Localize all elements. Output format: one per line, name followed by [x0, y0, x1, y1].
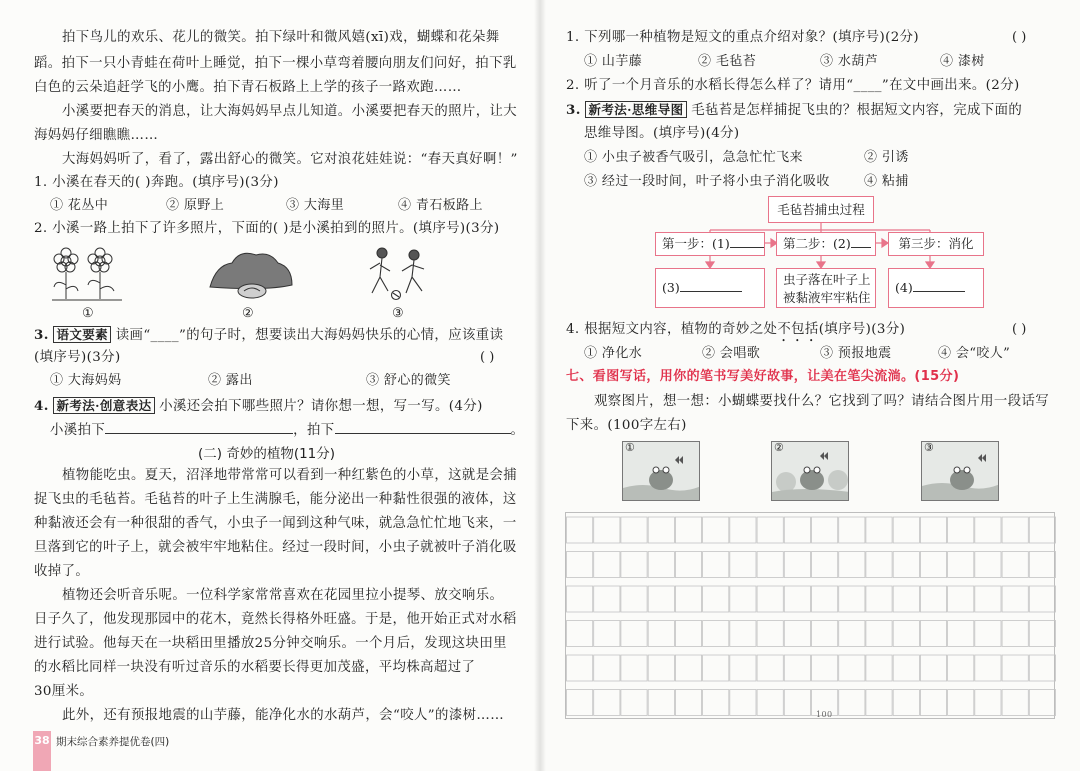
grid-cell: [648, 690, 674, 716]
left-q4-fill-line: 小溪拍下 ，拍下 。: [50, 420, 524, 441]
grid-cell: [621, 586, 647, 612]
mindmap-step3: 第三步：消化: [888, 232, 984, 256]
passage1-line2: 蹈。拍下一只小青蛙在荷叶上睡觉，拍下一棵小草弯着腰向朋友们问好，拍下乳: [34, 56, 517, 71]
grid-cell: [866, 552, 892, 578]
grid-cell: [1029, 586, 1055, 612]
left-q3-option-2: ② 露出: [208, 373, 253, 388]
grid-cell: [703, 621, 729, 647]
grid-cell: [812, 552, 838, 578]
rock-icon: [206, 245, 296, 303]
passage2-line9: 的水稻比同样一块没有听过音乐的水稻要长得更加茂盛，平均株高超过了: [34, 660, 476, 675]
picture-label-1: ①: [82, 306, 95, 321]
grid-cell: [1002, 586, 1028, 612]
left-q1-option-4: ④ 青石板路上: [398, 198, 483, 213]
grid-cell: [1029, 621, 1055, 647]
left-q3-line2: (填序号)(3分): [34, 350, 121, 365]
grid-cell: [866, 621, 892, 647]
grid-cell: [675, 552, 701, 578]
passage2-line5: 收掉了。: [34, 564, 90, 579]
grid-cell: [703, 690, 729, 716]
grid-cell: [621, 517, 647, 543]
right-q4-option-2: ② 会唱歌: [702, 346, 761, 361]
grid-cell: [648, 621, 674, 647]
flowers-icon: [48, 245, 126, 303]
tag-yuwen-yaosu: 语文要素: [53, 326, 111, 343]
grid-cell: [594, 655, 620, 681]
grid-cell: [975, 690, 1001, 716]
grid-cell: [675, 621, 701, 647]
grid-cell: [812, 586, 838, 612]
q4-blank-1[interactable]: [105, 420, 293, 434]
grid-cell: [839, 552, 865, 578]
grid-cell: [1002, 517, 1028, 543]
passage2-line6: 植物还会听音乐呢。一位科学家常常喜欢在花园里拉小提琴、放交响乐。: [62, 588, 504, 603]
grid-cell: [567, 655, 593, 681]
grid-cell: [784, 690, 810, 716]
grid-cell: [920, 655, 946, 681]
grid-cell: [594, 517, 620, 543]
right-q3-option-3: ③ 经过一段时间，叶子将小虫子消化吸收: [584, 174, 830, 189]
grid-cell: [621, 690, 647, 716]
passage2-line3: 种黏液还会有一种很甜的香气，小虫子一闻到这种气味，就急急忙忙地飞来，一: [34, 516, 517, 531]
grid-cell: [675, 517, 701, 543]
grid-cell: [730, 655, 756, 681]
page-gutter: [534, 0, 546, 771]
right-q3-option-4: ④ 粘捕: [864, 174, 909, 189]
passage2-line2: 捉飞虫的毛毡苔。毛毡苔的叶子上生满腺毛，能分泌出一种黏性很强的液体，这: [34, 492, 517, 507]
section2-title: (二) 奇妙的植物(11分): [198, 446, 336, 462]
grid-cell: [920, 621, 946, 647]
mindmap-title: 毛毡苔捕虫过程: [768, 196, 874, 223]
grid-cell: [757, 621, 783, 647]
grid-cell: [621, 621, 647, 647]
grid-cell: [839, 586, 865, 612]
mindmap-step2: 第二步：(2): [776, 232, 876, 256]
grid-cell: [866, 655, 892, 681]
passage2-line8: 进行试验。他每天在一块稻田里播放25分钟交响乐。一个月后，发现这块田里: [34, 636, 507, 651]
grid-cell: [621, 552, 647, 578]
grid-cell: [1029, 552, 1055, 578]
grid-cell: [784, 621, 810, 647]
grid-cell: [866, 586, 892, 612]
passage2-line11: 此外，还有预报地震的山芋藤，能净化水的水葫芦，会“咬人”的漆树……: [62, 708, 504, 723]
grid-cell: [594, 690, 620, 716]
grid-cell: [839, 690, 865, 716]
grid-cell: [1029, 690, 1055, 716]
grid-cell: [648, 552, 674, 578]
picture-label-3: ③: [392, 306, 405, 321]
grid-cell: [1029, 655, 1055, 681]
mindmap-step1: 第一步：(1): [655, 232, 765, 256]
mindmap-blank-3[interactable]: [680, 280, 742, 292]
grid-cell: [839, 621, 865, 647]
grid-cell: [948, 586, 974, 612]
grid-word-count-mark: 100: [816, 710, 833, 719]
grid-cell: [893, 655, 919, 681]
left-q1-option-3: ③ 大海里: [286, 198, 345, 213]
grid-cell: [703, 552, 729, 578]
grid-cell: [757, 690, 783, 716]
right-q4-option-4: ④ 会“咬人”: [938, 346, 1011, 361]
grid-cell: [948, 621, 974, 647]
grid-cell: [893, 621, 919, 647]
right-q1-option-3: ③ 水葫芦: [820, 54, 879, 69]
grid-cell: [784, 552, 810, 578]
left-q1-option-2: ② 原野上: [166, 198, 225, 213]
grid-cell: [757, 552, 783, 578]
grid-cell: [757, 517, 783, 543]
grid-cell: [784, 655, 810, 681]
right-q3-option-1: ① 小虫子被香气吸引，急急忙忙飞来: [584, 150, 803, 165]
grid-cell: [648, 517, 674, 543]
passage1-line5: 海妈妈仔细瞧瞧……: [34, 128, 159, 143]
grid-cell: [784, 586, 810, 612]
section7-title: 七、看图写话，用你的笔书写美好故事，让美在笔尖流淌。(15分): [566, 369, 960, 384]
mindmap-box-4: (4): [888, 268, 984, 308]
grid-cell: [1029, 517, 1055, 543]
grid-cell: [567, 690, 593, 716]
left-q1-option-1: ① 花丛中: [50, 198, 109, 213]
grid-cell: [594, 621, 620, 647]
grid-cell: [948, 655, 974, 681]
grid-cell: [920, 552, 946, 578]
grid-cell: [948, 690, 974, 716]
mindmap-box-3: (3): [655, 268, 765, 308]
grid-cell: [975, 517, 1001, 543]
right-q1-answer-paren[interactable]: ( ): [1012, 30, 1027, 45]
grid-cell: [703, 586, 729, 612]
mindmap-box-middle: 虫子落在叶子上 被黏液牢牢粘住: [776, 268, 876, 308]
left-q3-option-1: ① 大海妈妈: [50, 373, 122, 388]
grid-cell: [648, 586, 674, 612]
kids-playing-icon: [362, 243, 436, 305]
grid-cell: [866, 690, 892, 716]
grid-cell: [730, 621, 756, 647]
grid-cell: [730, 517, 756, 543]
right-q4-option-3: ③ 预报地震: [820, 346, 892, 361]
grid-cell: [920, 517, 946, 543]
q4-blank-2[interactable]: [335, 420, 511, 434]
story-picture-label-1: ①: [625, 441, 636, 454]
passage2-line7: 日子久了，他发现那园中的花木，竟然长得格外旺盛。于是，他开始正式对水稻: [34, 612, 517, 627]
left-q3-option-3: ③ 舒心的微笑: [366, 373, 451, 388]
right-question-4: 4. 根据短文内容，植物的奇妙之处不包括(填序号)(3分): [566, 322, 906, 337]
writing-grid-lines: [566, 513, 1056, 720]
grid-cell: [920, 586, 946, 612]
mindmap-blank-1[interactable]: [730, 236, 764, 248]
grid-cell: [594, 586, 620, 612]
writing-prompt-line2: 下来。(100字左右): [566, 418, 687, 433]
passage2-line10: 30厘米。: [34, 684, 94, 699]
right-q3-option-2: ② 引诱: [864, 150, 909, 165]
page-number: 38: [34, 734, 50, 747]
grid-cell: [920, 690, 946, 716]
grid-cell: [757, 586, 783, 612]
grid-cell: [975, 655, 1001, 681]
grid-cell: [703, 655, 729, 681]
passage1-line3: 白色的云朵追赶学飞的小鹰。拍下青石板路上上学的孩子一路欢跑……: [34, 80, 462, 95]
story-picture-label-3: ③: [924, 441, 935, 454]
grid-cell: [703, 517, 729, 543]
grid-cell: [567, 517, 593, 543]
grid-cell: [621, 655, 647, 681]
story-picture-label-2: ②: [774, 441, 785, 454]
grid-cell: [1002, 655, 1028, 681]
grid-cell: [1002, 552, 1028, 578]
grid-cell: [893, 552, 919, 578]
grid-cell: [594, 552, 620, 578]
grid-cell: [784, 517, 810, 543]
grid-cell: [975, 621, 1001, 647]
tag-mind-map: 新考法·思维导图: [585, 101, 686, 118]
grid-cell: [975, 586, 1001, 612]
passage1-line1: 拍下鸟儿的欢乐、花儿的微笑。拍下绿叶和微风嬉(xī)戏，蝴蝶和花朵舞: [62, 30, 500, 45]
right-question-1: 1. 下列哪一种植物是短文的重点介绍对象？(填序号)(2分): [566, 30, 920, 45]
left-question-2: 2. 小溪一路上拍下了许多照片，下面的( )是小溪拍到的照片。(填序号)(3分): [34, 221, 500, 236]
passage1-line4: 小溪要把春天的消息，让大海妈妈早点儿知道。小溪要把春天的照片，让大: [62, 104, 518, 119]
grid-cell: [730, 690, 756, 716]
left-question-3: 3. 语文要素 读画“____”的句子时，想要读出大海妈妈快乐的心情，应该重读: [34, 327, 504, 343]
grid-cell: [675, 690, 701, 716]
grid-cell: [839, 655, 865, 681]
tag-creative-writing: 新考法·创意表达: [53, 397, 154, 414]
left-q3-answer-paren[interactable]: ( ): [480, 350, 495, 365]
grid-cell: [893, 586, 919, 612]
grid-cell: [893, 517, 919, 543]
footer-title: 期末综合素养提优卷(四): [56, 736, 170, 748]
grid-cell: [757, 655, 783, 681]
grid-cell: [567, 586, 593, 612]
grid-cell: [567, 552, 593, 578]
right-q3-line2: 思维导图。(填序号)(4分): [584, 126, 740, 141]
grid-cell: [975, 552, 1001, 578]
grid-cell: [893, 690, 919, 716]
right-q4-option-1: ① 净化水: [584, 346, 643, 361]
grid-cell: [866, 517, 892, 543]
mindmap-blank-4[interactable]: [913, 280, 965, 292]
grid-cell: [675, 655, 701, 681]
left-question-1: 1. 小溪在春天的( )奔跑。(填序号)(3分): [34, 175, 279, 190]
flowers-picture: [48, 245, 126, 303]
rock-picture: [206, 245, 296, 303]
right-q1-option-4: ④ 漆树: [940, 54, 985, 69]
passage2-line4: 旦落到它的叶子上，就会被牢牢地粘住。经过一段时间，小虫子就被叶子消化吸: [34, 540, 517, 555]
grid-cell: [730, 586, 756, 612]
grid-cell: [839, 517, 865, 543]
right-q1-option-1: ① 山芋藤: [584, 54, 643, 69]
grid-cell: [812, 655, 838, 681]
grid-cell: [1002, 621, 1028, 647]
passage2-line1: 植物能吃虫。夏天，沼泽地带常常可以看到一种红紫色的小草，这就是会捕: [62, 468, 518, 483]
grid-cell: [812, 517, 838, 543]
grid-cell: [730, 552, 756, 578]
right-question-3: 3. 新考法·思维导图 毛毡苔是怎样捕捉飞虫的？根据短文内容，完成下面的: [566, 102, 1023, 118]
passage1-line6: 大海妈妈听了，看了，露出舒心的微笑。它对浪花娃娃说：“春天真好啊！”: [62, 152, 518, 167]
grid-cell: [648, 655, 674, 681]
grid-cell: [1002, 690, 1028, 716]
writing-prompt-line1: 观察图片，想一想：小蝴蝶要找什么？它找到了吗？请结合图片用一段话写: [594, 394, 1050, 409]
grid-cell: [567, 621, 593, 647]
mindmap-blank-2[interactable]: [851, 236, 871, 248]
kids-picture: [362, 243, 436, 305]
right-q1-option-2: ② 毛毡苔: [698, 54, 757, 69]
grid-cell: [675, 586, 701, 612]
left-question-4: 4. 新考法·创意表达 小溪还会拍下哪些照片？请你想一想，写一写。(4分): [34, 398, 483, 414]
picture-label-2: ②: [242, 306, 255, 321]
grid-cell: [948, 552, 974, 578]
right-q4-answer-paren[interactable]: ( ): [1012, 322, 1027, 337]
writing-grid[interactable]: [565, 512, 1055, 719]
right-question-2: 2. 听了一个月音乐的水稻长得怎么样了？请用“____”在文中画出来。(2分): [566, 78, 1020, 93]
grid-cell: [812, 621, 838, 647]
grid-cell: [948, 517, 974, 543]
